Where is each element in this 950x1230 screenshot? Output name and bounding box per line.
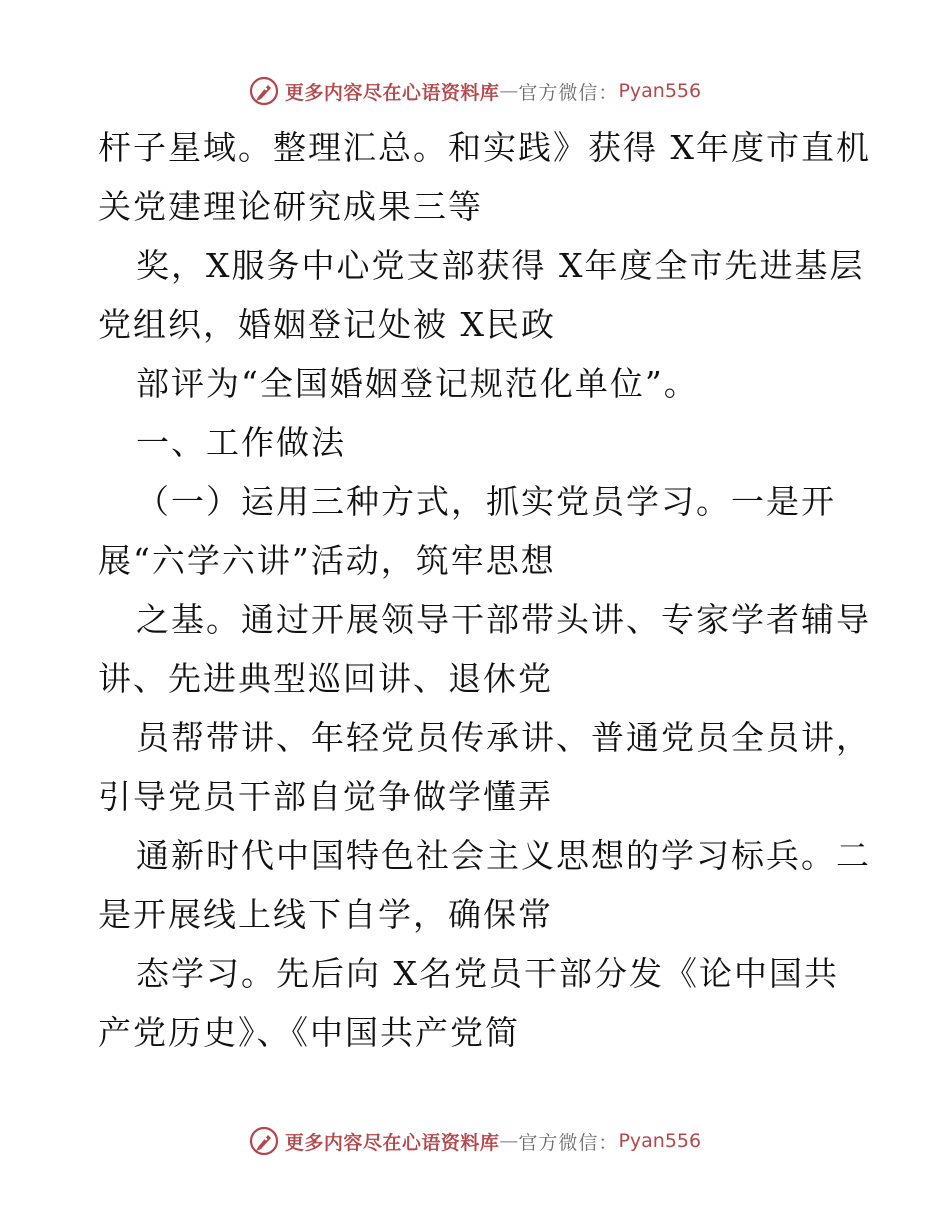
footer-watermark <box>0 1126 950 1156</box>
watermark-wechat-id: Pyan556 <box>618 1130 702 1152</box>
text-line-1: 杆子星域。整理汇总。和实践》获得 X年度市直机 <box>98 128 871 167</box>
text-line-10: 讲、先进典型巡回讲、退休党 <box>98 659 553 698</box>
watermark-dash: — <box>499 1130 519 1152</box>
pen-nib-logo-icon <box>249 76 279 106</box>
text-line-12: 引导党员干部自觉争做学懂弄 <box>98 777 553 816</box>
section-heading: 一、工作做法 <box>136 423 346 462</box>
text-line-13: 通新时代中国特色社会主义思想的学习标兵。二 <box>136 836 871 875</box>
watermark-wechat-label: 官方微信： <box>518 81 619 104</box>
watermark-wechat-label: 官方微信： <box>518 1131 619 1154</box>
text-line-14: 是开展线上线下自学，确保常 <box>98 895 553 934</box>
text-line-15: 态学习。先后向 X名党员干部分发《论中国共 <box>136 954 839 993</box>
text-line-5: 部评为“全国婚姻登记规范化单位”。 <box>136 364 699 403</box>
text-line-2: 关党建理论研究成果三等 <box>98 187 483 226</box>
text-line-11: 员帮带讲、年轻党员传承讲、普通党员全员讲， <box>136 718 871 757</box>
text-line-4: 党组织，婚姻登记处被 X民政 <box>98 305 556 344</box>
pen-nib-logo-icon <box>249 1126 279 1156</box>
header-watermark <box>0 76 950 106</box>
watermark-brand-text: 更多内容尽在心语资料库 <box>284 81 500 104</box>
text-line-16: 产党历史》、《中国共产党简 <box>98 1013 520 1052</box>
watermark-brand-text: 更多内容尽在心语资料库 <box>284 1131 500 1154</box>
text-line-8: 展“六学六讲”活动，筑牢思想 <box>98 541 556 580</box>
watermark-wechat-id: Pyan556 <box>618 80 702 102</box>
text-line-3: 奖，X服务中心党支部获得 X年度全市先进基层 <box>136 246 865 285</box>
text-line-9: 之基。通过开展领导干部带头讲、专家学者辅导 <box>136 600 871 639</box>
text-line-7: （一）运用三种方式，抓实党员学习。一是开 <box>136 482 836 521</box>
watermark-dash: — <box>499 80 519 102</box>
